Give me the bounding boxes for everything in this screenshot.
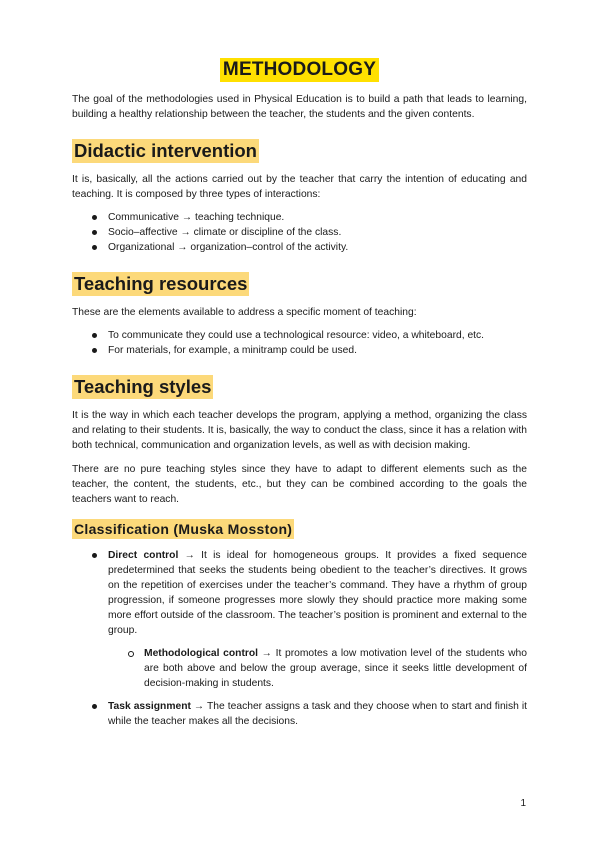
list-item: Socio–affective → climate or discipline of the class. (108, 225, 527, 240)
didactic-list (72, 210, 527, 255)
list-item: To communicate they could use a technological resource: video, a whiteboard, etc. (108, 328, 527, 343)
styles-paragraph-2: There are no pure teaching styles since they have to adapt to different elements such as the teacher, the content, the students, etc., but they can be combined according to the goals the teachers want to reach. (72, 464, 527, 505)
didactic-heading-wrap (72, 139, 527, 163)
intro-paragraph: The goal of the methodologies used in Physical Education is to build a path that leads to learning, building a healthy relationship between the teacher, the students and the given contents. (72, 94, 527, 120)
direct-control-text: → It is ideal for homogeneous groups. It provides a fixed sequence predetermined that seeks the students being obedient to the teacher’s directives. It grows on the repetition of exercises under the teacher’s command. They have a rhythm of group progression, if someone progresses more slowly they should practice more making some more effort outside of the classroom. The teacher’s position is prominent and external to the group. (108, 550, 527, 636)
didactic-paragraph: It is, basically, all the actions carried out by the teacher that carry the intention of educating and teaching. It is composed by three types of interactions: (72, 174, 527, 200)
document-page (72, 58, 527, 737)
classification-heading-wrap (72, 519, 527, 539)
methodological-control-label: Methodological control (144, 648, 259, 659)
list-item-task-assignment (108, 699, 527, 729)
task-assignment-label: Task assignment (108, 701, 191, 712)
document-title: METHODOLOGY (220, 58, 379, 82)
resources-paragraph: These are the elements available to address a specific moment of teaching: (72, 307, 417, 318)
styles-paragraph-1: It is the way in which each teacher develops the program, applying a method, organizing the class and relating to their students. It is, basically, the way to conduct the class, since it has a relation with both technical, communication and organization levels, as well as with decision making. (72, 410, 527, 451)
list-item-methodological-control (144, 646, 527, 691)
didactic-heading: Didactic intervention (74, 140, 257, 161)
styles-heading-wrap (72, 375, 527, 399)
resources-heading: Teaching resources (74, 273, 248, 294)
methodological-control-text: → It promotes a low motivation level of the students who are both above and below the group average, since it seeks little development of decision-making in students. (144, 648, 527, 689)
list-item: Organizational → organization–control of the activity. (108, 240, 527, 255)
styles-heading: Teaching styles (74, 376, 212, 397)
page-number: 1 (520, 798, 526, 809)
classification-list (72, 548, 527, 729)
title-wrap (72, 58, 527, 82)
list-item: Communicative → teaching technique. (108, 210, 527, 225)
classification-heading: Classification (Muska Mosston) (74, 521, 293, 537)
list-item: For materials, for example, a minitramp could be used. (108, 343, 527, 358)
resources-list (72, 328, 527, 358)
resources-heading-wrap (72, 272, 527, 296)
list-item-direct-control (108, 548, 527, 691)
task-assignment-text: → The teacher assigns a task and they choose when to start and finish it while the teacher makes all the decisions. (108, 701, 527, 727)
direct-control-sublist (108, 646, 527, 691)
direct-control-label: Direct control (108, 550, 179, 561)
